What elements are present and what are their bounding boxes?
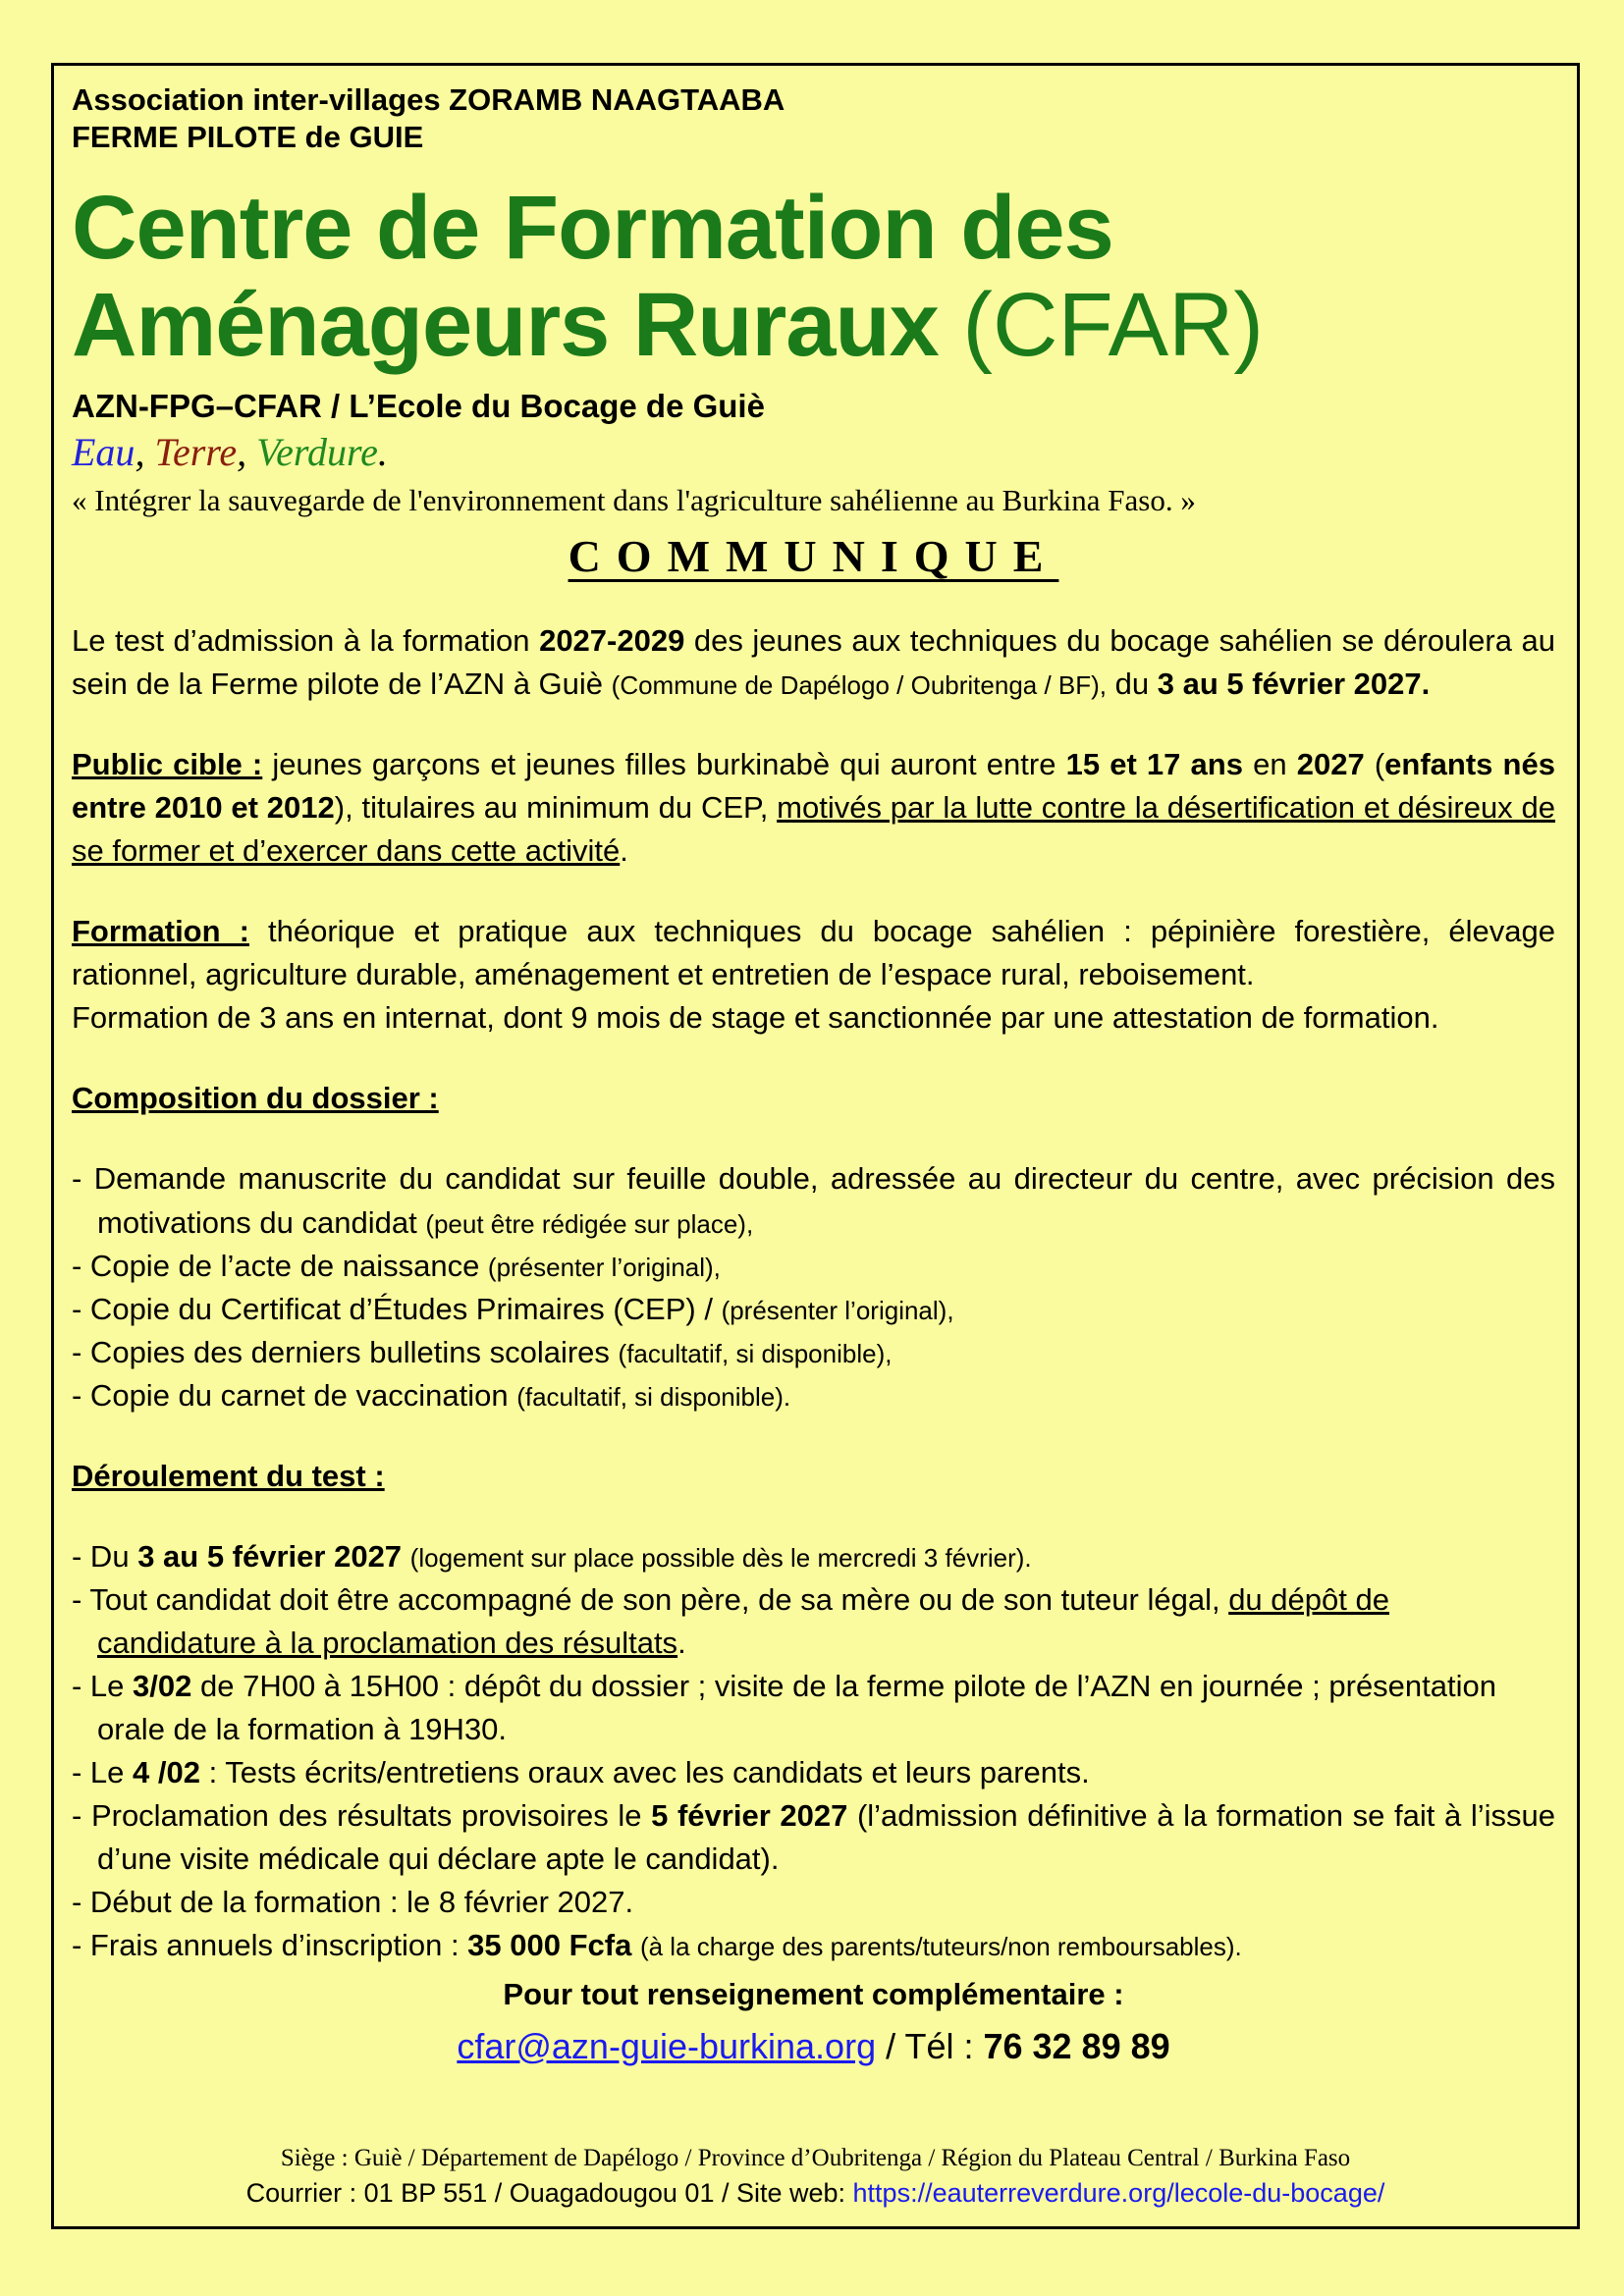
document-frame: [51, 63, 1580, 2229]
text-segment: - Demande manuscrite du candidat sur feuille double, adressée au directeur du centre, avec précision des motivations du candidat: [72, 1161, 1555, 1240]
text-segment: [631, 1928, 640, 1962]
test-item: [72, 1578, 1555, 1665]
test-item: [72, 1794, 1555, 1881]
dossier-heading: Composition du dossier :: [72, 1081, 439, 1116]
contact-line: [72, 2026, 1555, 2067]
dossier-list: [72, 1157, 1555, 1416]
text-segment: 3 au 5 février 2027.: [1157, 667, 1431, 702]
text-segment: (à la charge des parents/tuteurs/non remboursables).: [639, 1931, 1242, 1961]
text-segment: (présenter l’original),: [721, 1295, 954, 1325]
communique-heading: COMMUNIQUE: [568, 531, 1059, 582]
program-subtitle: AZN-FPG–CFAR / L’Ecole du Bocage de Guiè: [72, 388, 765, 425]
text-segment: ,: [135, 430, 155, 475]
text-segment: du: [1107, 667, 1158, 702]
text-segment: .: [677, 1625, 686, 1660]
phone-number: 76 32 89 89: [983, 2025, 1170, 2066]
dossier-item: [72, 1157, 1555, 1244]
org-name: Association inter-villages ZORAMB NAAGTAABA: [72, 82, 785, 117]
test-heading: Déroulement du test :: [72, 1458, 385, 1493]
text-segment: - Proclamation des résultats provisoires le: [72, 1797, 652, 1833]
text-segment: - Le: [72, 1754, 134, 1789]
contact-heading: Pour tout renseignement complémentaire :: [503, 1976, 1124, 2011]
footer-contact: [54, 2178, 1577, 2209]
intro-paragraph: [72, 619, 1555, 706]
motto: [72, 429, 1555, 475]
text-segment: 2027: [1296, 747, 1365, 782]
formation-duration-paragraph: [72, 996, 1555, 1040]
contact-separator: / Tél :: [876, 2025, 984, 2066]
text-segment: ,: [237, 430, 257, 475]
text-segment: (logement sur place possible dès le mercredi 3 février).: [409, 1542, 1032, 1573]
text-segment: 15 et 17 ans: [1065, 747, 1243, 782]
text-segment: (: [1364, 747, 1385, 782]
text-segment: - Copies des derniers bulletins scolaires: [72, 1334, 619, 1369]
text-segment: - Début de la formation : le 8 février 2027.: [72, 1884, 634, 1919]
text-segment: Terre: [154, 430, 238, 475]
test-list: [72, 1535, 1555, 1967]
text-segment: Formation de 3 ans en internat, dont 9 mois de stage et sanctionnée par une attestation de formation.: [72, 1000, 1439, 1036]
text-segment: (CFAR): [962, 274, 1265, 375]
text-segment: - Copie de l’acte de naissance: [72, 1248, 488, 1283]
text-segment: du dépôt de candidature à la proclamation des résultats: [97, 1581, 1389, 1660]
test-item: [72, 1665, 1555, 1751]
text-segment: - Tout candidat doit être accompagné de son père, de sa mère ou de son tuteur légal,: [72, 1581, 1229, 1617]
footer: [54, 2145, 1577, 2209]
text-segment: Eau: [72, 430, 135, 475]
text-segment: (facultatif, si disponible),: [618, 1338, 893, 1368]
text-segment: - Du: [72, 1538, 138, 1574]
footer-contact-prefix: Courrier : 01 BP 551 / Ouagadougou 01 / Site web:: [245, 2178, 853, 2208]
text-segment: enfants nés entre 2010 et 2012: [72, 747, 1555, 826]
dossier-item: [72, 1288, 1555, 1331]
text-segment: (Commune de Dapélogo / Oubritenga / BF),: [611, 670, 1108, 701]
farm-name: FERME PILOTE de GUIE: [72, 119, 424, 154]
test-item: [72, 1535, 1555, 1578]
text-segment: jeunes garçons et jeunes filles burkinabè qui auront entre: [262, 747, 1066, 782]
text-segment: (peut être rédigée sur place),: [425, 1208, 754, 1239]
text-segment: Public cible :: [72, 747, 263, 782]
text-segment: 5 février 2027: [651, 1797, 848, 1833]
text-segment: Centre de Formation des Aménageurs Ruraux: [72, 177, 1113, 375]
text-segment: Le test d’admission à la formation: [72, 623, 540, 659]
text-segment: - Le: [72, 1668, 134, 1703]
mission-quote: « Intégrer la sauvegarde de l'environnement dans l'agriculture sahélienne au Burkina Faso. »: [72, 483, 1196, 518]
text-segment: des jeunes aux techniques du bocage sahélien se déroulera au sein de la Ferme pilote de l’AZN à Guiè: [72, 623, 1556, 702]
text-segment: théorique et pratique aux techniques du bocage sahélien : pépinière forestière, élevage rationnel, agriculture durable, aménagement et entretien de l’espace rural, reboisement.: [72, 914, 1555, 992]
text-segment: - Frais annuels d’inscription :: [72, 1927, 468, 1962]
test-item: [72, 1881, 1555, 1924]
page-title: [72, 177, 1555, 375]
contact-email-link[interactable]: cfar@azn-guie-burkina.org: [457, 2025, 877, 2066]
text-segment: [402, 1539, 410, 1574]
text-segment: (l’admission définitive à la formation se fait à l’issue d’une visite médicale qui déclare apte le candidat).: [97, 1797, 1555, 1876]
dossier-item: [72, 1374, 1555, 1417]
text-segment: Formation :: [72, 914, 249, 949]
text-segment: .: [620, 833, 628, 869]
dossier-item: [72, 1245, 1555, 1288]
text-segment: motivés par la lutte contre la désertification et désireux de se former et d’exercer dans cette activité: [72, 790, 1555, 869]
text-segment: 3 au 5 février 2027: [137, 1538, 403, 1574]
text-segment: 4 /02: [133, 1754, 200, 1789]
test-item: [72, 1751, 1555, 1794]
text-segment: : Tests écrits/entretiens oraux avec les candidats et leurs parents.: [199, 1754, 1090, 1789]
text-segment: - Copie du carnet de vaccination: [72, 1377, 517, 1413]
formation-paragraph: [72, 910, 1555, 996]
text-segment: 35 000 Fcfa: [467, 1927, 632, 1962]
text-segment: ), titulaires au minimum du CEP,: [334, 790, 778, 826]
text-segment: de 7H00 à 15H00 : dépôt du dossier ; visite de la ferme pilote de l’AZN en journée ; présentation orale de la formation à 19H30.: [97, 1668, 1497, 1746]
text-segment: - Copie du Certificat d’Études Primaires (CEP) /: [72, 1291, 722, 1326]
text-segment: .: [377, 430, 388, 475]
footer-address: Siège : Guiè / Département de Dapélogo / Province d’Oubritenga / Région du Plateau Central / Burkina Faso: [280, 2145, 1351, 2171]
test-item: [72, 1924, 1555, 1967]
text-segment: 2027-2029: [539, 623, 685, 659]
text-segment: (présenter l’original),: [487, 1252, 721, 1282]
text-segment: en: [1242, 747, 1297, 782]
dossier-item: [72, 1331, 1555, 1374]
text-segment: Verdure: [256, 430, 378, 475]
footer-website-link[interactable]: https://eauterreverdure.org/lecole-du-bocage/: [852, 2178, 1385, 2208]
text-segment: (facultatif, si disponible).: [516, 1381, 791, 1412]
text-segment: 3/02: [133, 1668, 192, 1703]
public-cible-paragraph: [72, 743, 1555, 873]
